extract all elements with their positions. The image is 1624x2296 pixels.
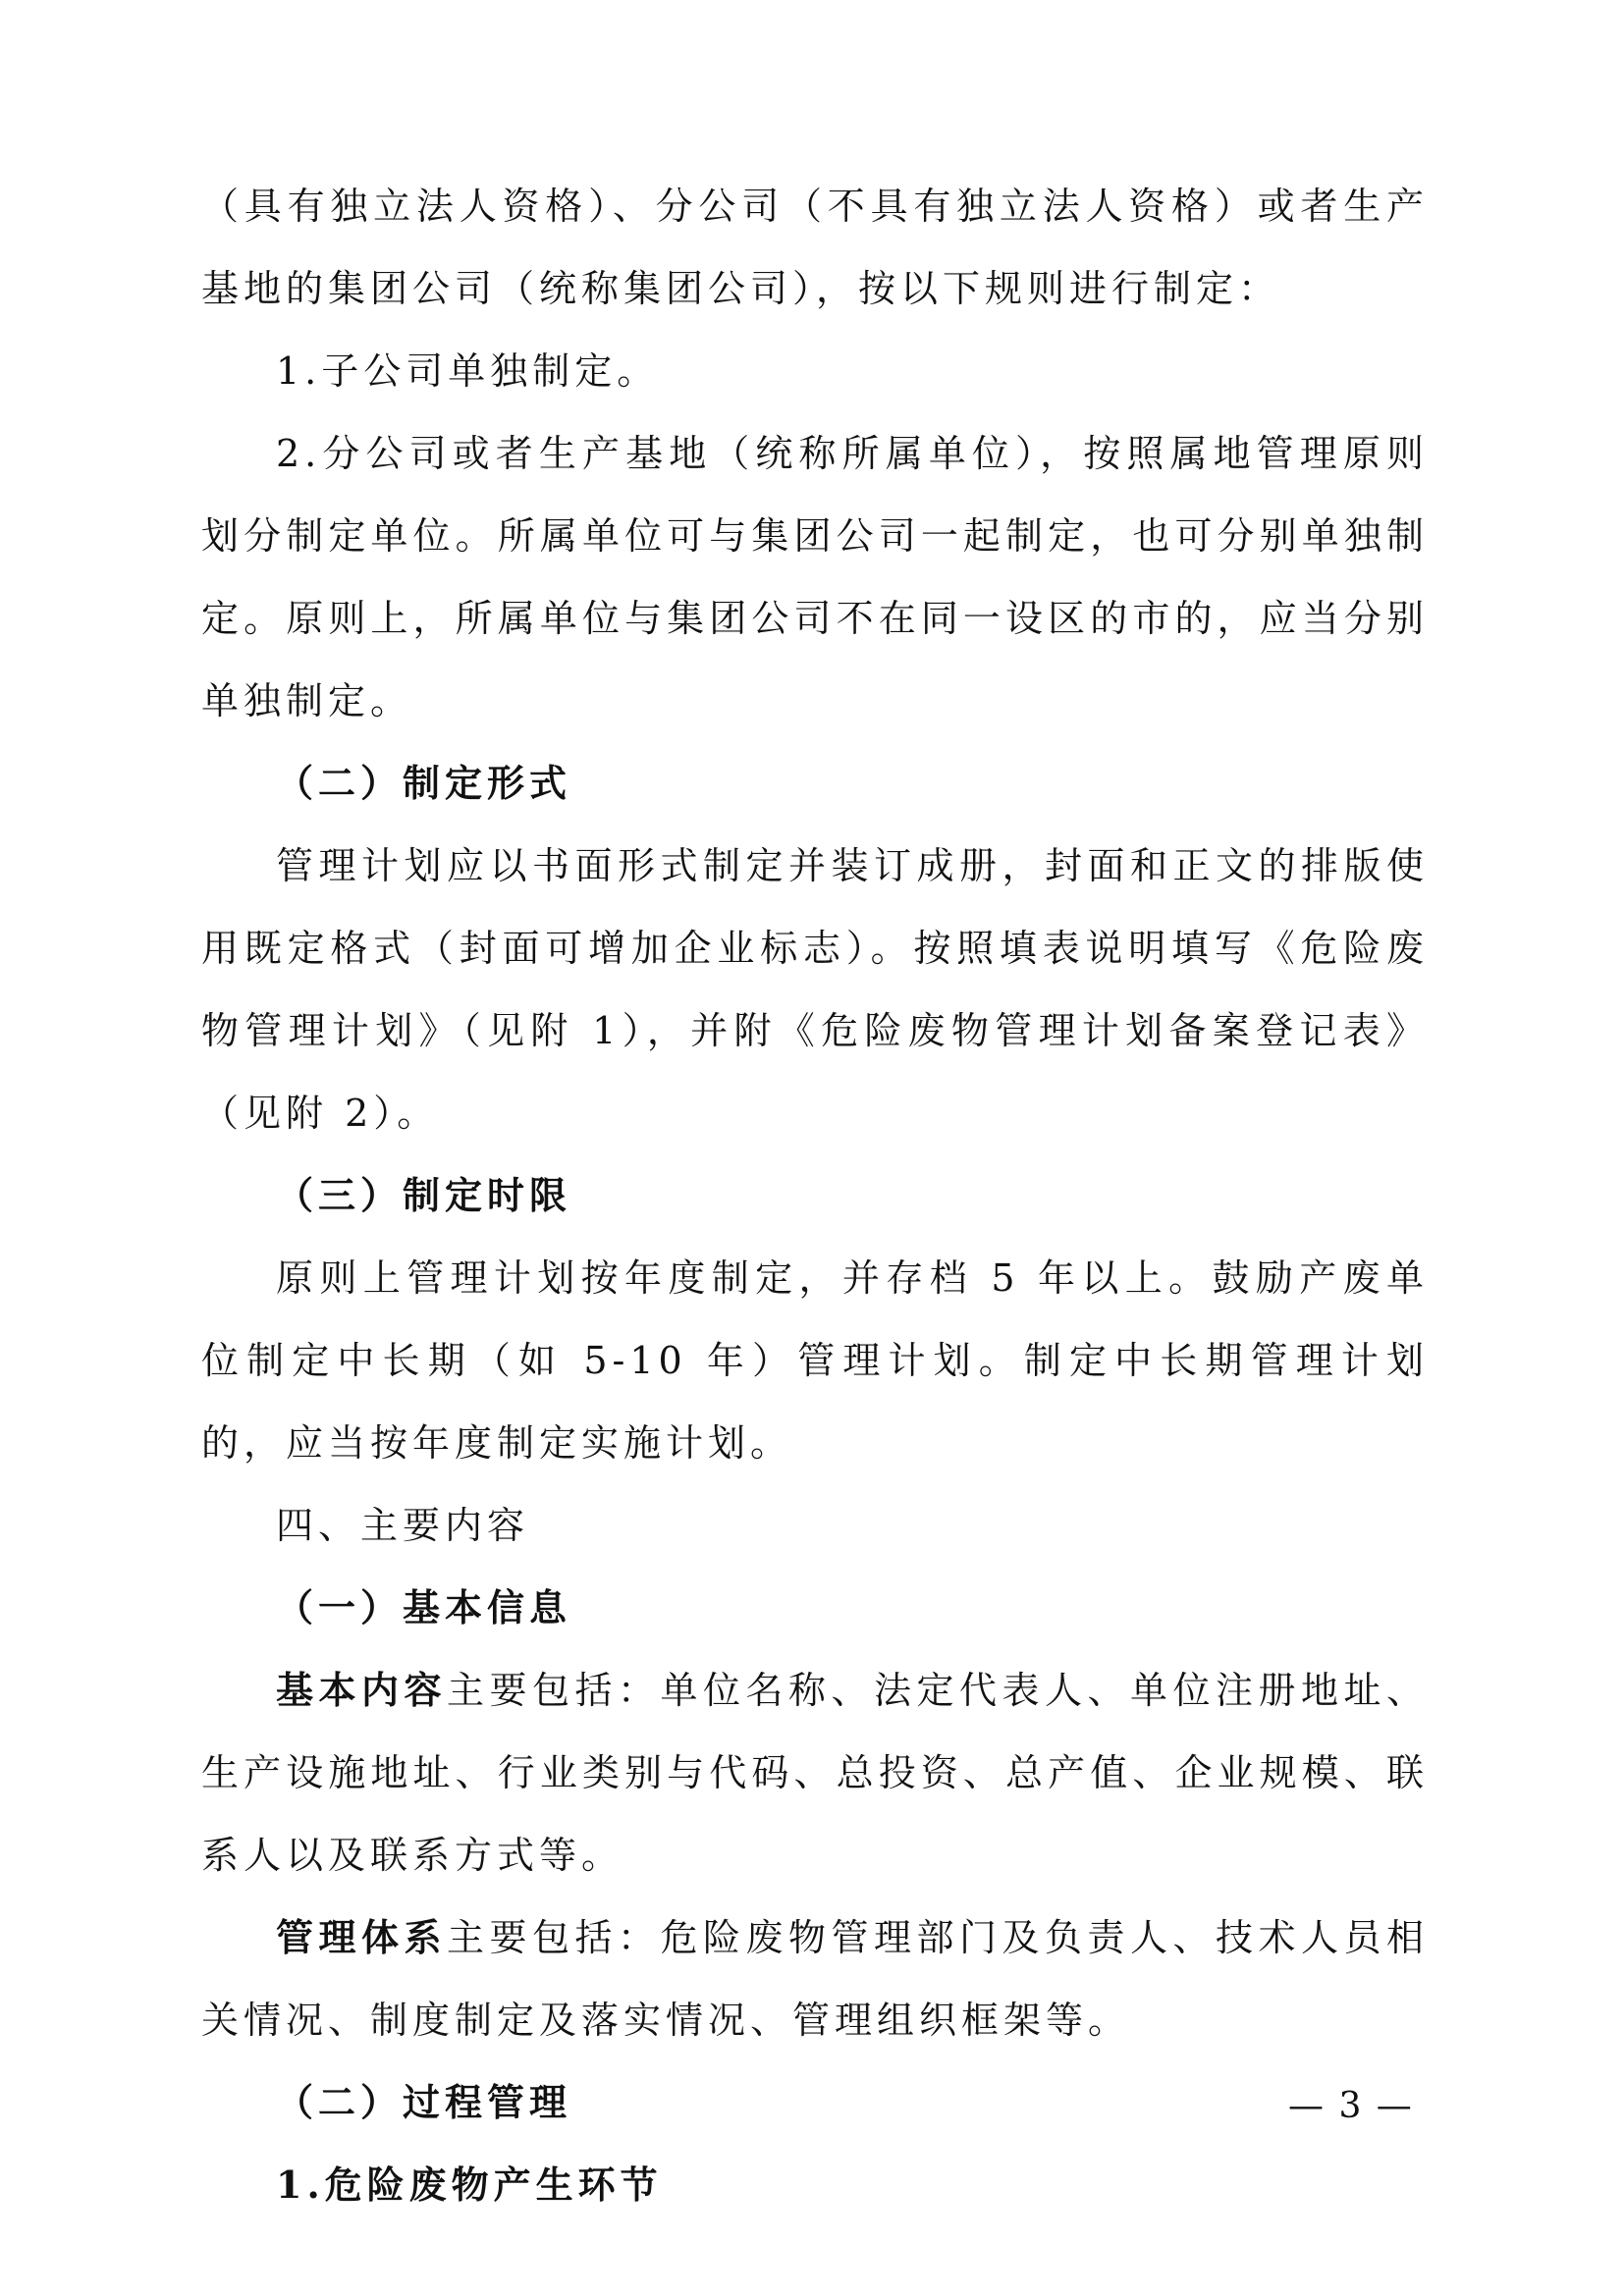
paragraph-group-company: （具有独立法人资格）、分公司（不具有独立法人资格）或者生产基地的集团公司（统称集团公司），按以下规则进行制定： xyxy=(201,185,1429,310)
lead-basic-content: 基本内容 xyxy=(276,1668,447,1712)
paragraph-management-system xyxy=(201,1896,1429,2061)
paragraph-time-limit: 原则上管理计划按年度制定，并存档 5 年以上。鼓励产废单位制定中长期（如 5-10 年）管理计划。制定中长期管理计划的，应当按年度制定实施计划。 xyxy=(201,1256,1429,1465)
heading-basic-info: （一）基本信息 xyxy=(276,1585,572,1629)
heading-form: （二）制定形式 xyxy=(276,761,572,805)
heading-time-limit: （三）制定时限 xyxy=(276,1173,572,1217)
page-number: — 3 — xyxy=(1288,2086,1414,2126)
text-management-system: 主要包括：危险废物管理部门及负责人、技术人员相关情况、制度制定及落实情况、管理组织框架等。 xyxy=(201,1916,1429,2042)
lead-management-system: 管理体系 xyxy=(276,1915,447,1959)
paragraph-rule-2: 2.分公司或者生产基地（统称所属单位），按照属地管理原则划分制定单位。所属单位可与集团公司一起制定，也可分别单独制定。原则上，所属单位与集团公司不在同一设区的市的，应当分别单独制定。 xyxy=(201,432,1429,722)
heading-process-management: （二）过程管理 xyxy=(276,2080,572,2124)
paragraph-rule-1: 1.子公司单独制定。 xyxy=(276,349,660,393)
paragraph-form: 管理计划应以书面形式制定并装订成册，封面和正文的排版使用既定格式（封面可增加企业标志）。按照填表说明填写《危险废物管理计划》（见附 1），并附《危险废物管理计划备案登记表》（见附 2）。 xyxy=(201,844,1429,1135)
document-body xyxy=(201,165,1429,2226)
paragraph-basic-content xyxy=(201,1649,1429,1896)
text-basic-content: 主要包括：单位名称、法定代表人、单位注册地址、生产设施地址、行业类别与代码、总投资、总产值、企业规模、联系人以及联系方式等。 xyxy=(201,1669,1429,1877)
section-main-content: 四、主要内容 xyxy=(276,1504,530,1547)
heading-generation-stage: 1.危险废物产生环节 xyxy=(276,2163,663,2207)
